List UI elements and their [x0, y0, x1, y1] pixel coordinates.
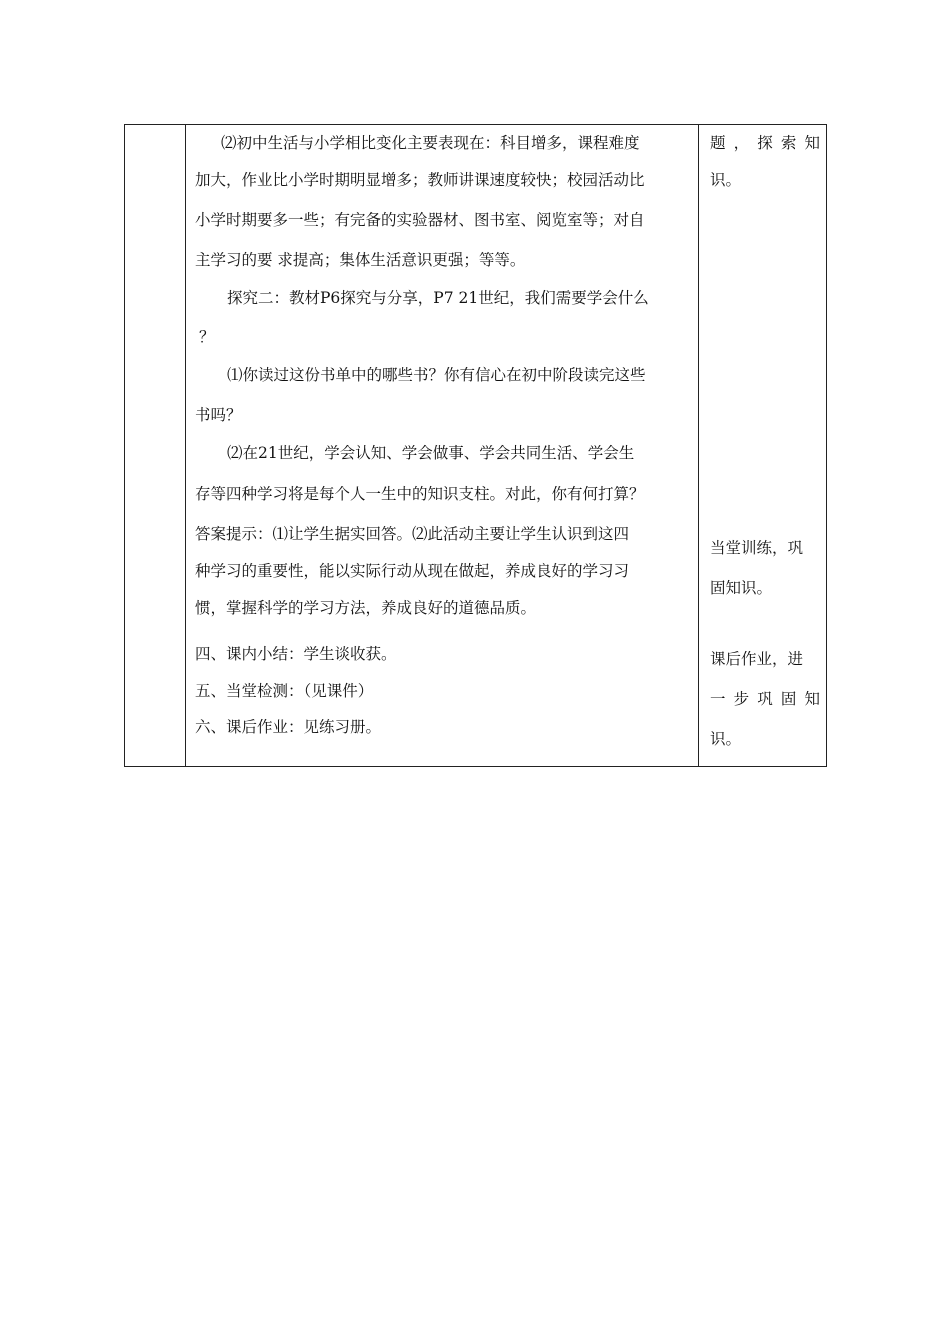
side-note-3-line-2: 一 步 巩 固 知 — [710, 690, 820, 708]
main-line-2: 加大，作业比小学时期明显增多；教师讲课速度较快；校园活动比 — [195, 171, 645, 189]
main-line-8: 书吗？ — [195, 406, 242, 424]
side-note-3-line-1: 课后作业，进 — [710, 650, 804, 668]
side-note-1-line-1: 题 ， 探 索 知 — [710, 134, 820, 152]
side-note-3-line-3: 识。 — [710, 730, 742, 748]
main-line-9: ⑵在21世纪，学会认知、学会做事、学会共同生活、学会生 — [227, 444, 635, 462]
side-note-2-line-2: 固知识。 — [710, 579, 773, 597]
main-line-6: ？ — [199, 328, 215, 346]
main-line-11: 答案提示：⑴让学生据实回答。⑵此活动主要让学生认识到这四 — [195, 525, 630, 543]
main-line-16: 六、课后作业：见练习册。 — [195, 718, 382, 736]
main-line-3: 小学时期要多一些；有完备的实验器材、图书室、阅览室等；对自 — [195, 211, 645, 229]
main-line-15: 五、当堂检测：（见课件） — [195, 682, 374, 700]
main-line-5: 探究二：教材P6探究与分享，P7 21世纪，我们需要学会什么 — [227, 289, 649, 307]
main-line-7: ⑴你读过这份书单中的哪些书？你有信心在初中阶段读完这些 — [227, 366, 646, 384]
side-note-1-line-2: 识。 — [710, 171, 742, 189]
main-line-10: 存等四种学习将是每个人一生中的知识支柱。对此，你有何打算？ — [195, 485, 645, 503]
column-divider-1 — [185, 125, 186, 766]
main-line-13: 惯，掌握科学的学习方法，养成良好的道德品质。 — [195, 599, 537, 617]
main-line-1: ⑵初中生活与小学相比变化主要表现在：科目增多，课程难度 — [221, 134, 640, 152]
main-line-4: 主学习的要 求提高；集体生活意识更强；等等。 — [195, 251, 526, 269]
side-note-2-line-1: 当堂训练，巩 — [710, 539, 804, 557]
main-line-12: 种学习的重要性，能以实际行动从现在做起，养成良好的学习习 — [195, 562, 630, 580]
column-divider-2 — [698, 125, 699, 766]
lesson-plan-table — [124, 124, 827, 767]
main-line-14: 四、课内小结：学生谈收获。 — [195, 645, 397, 663]
